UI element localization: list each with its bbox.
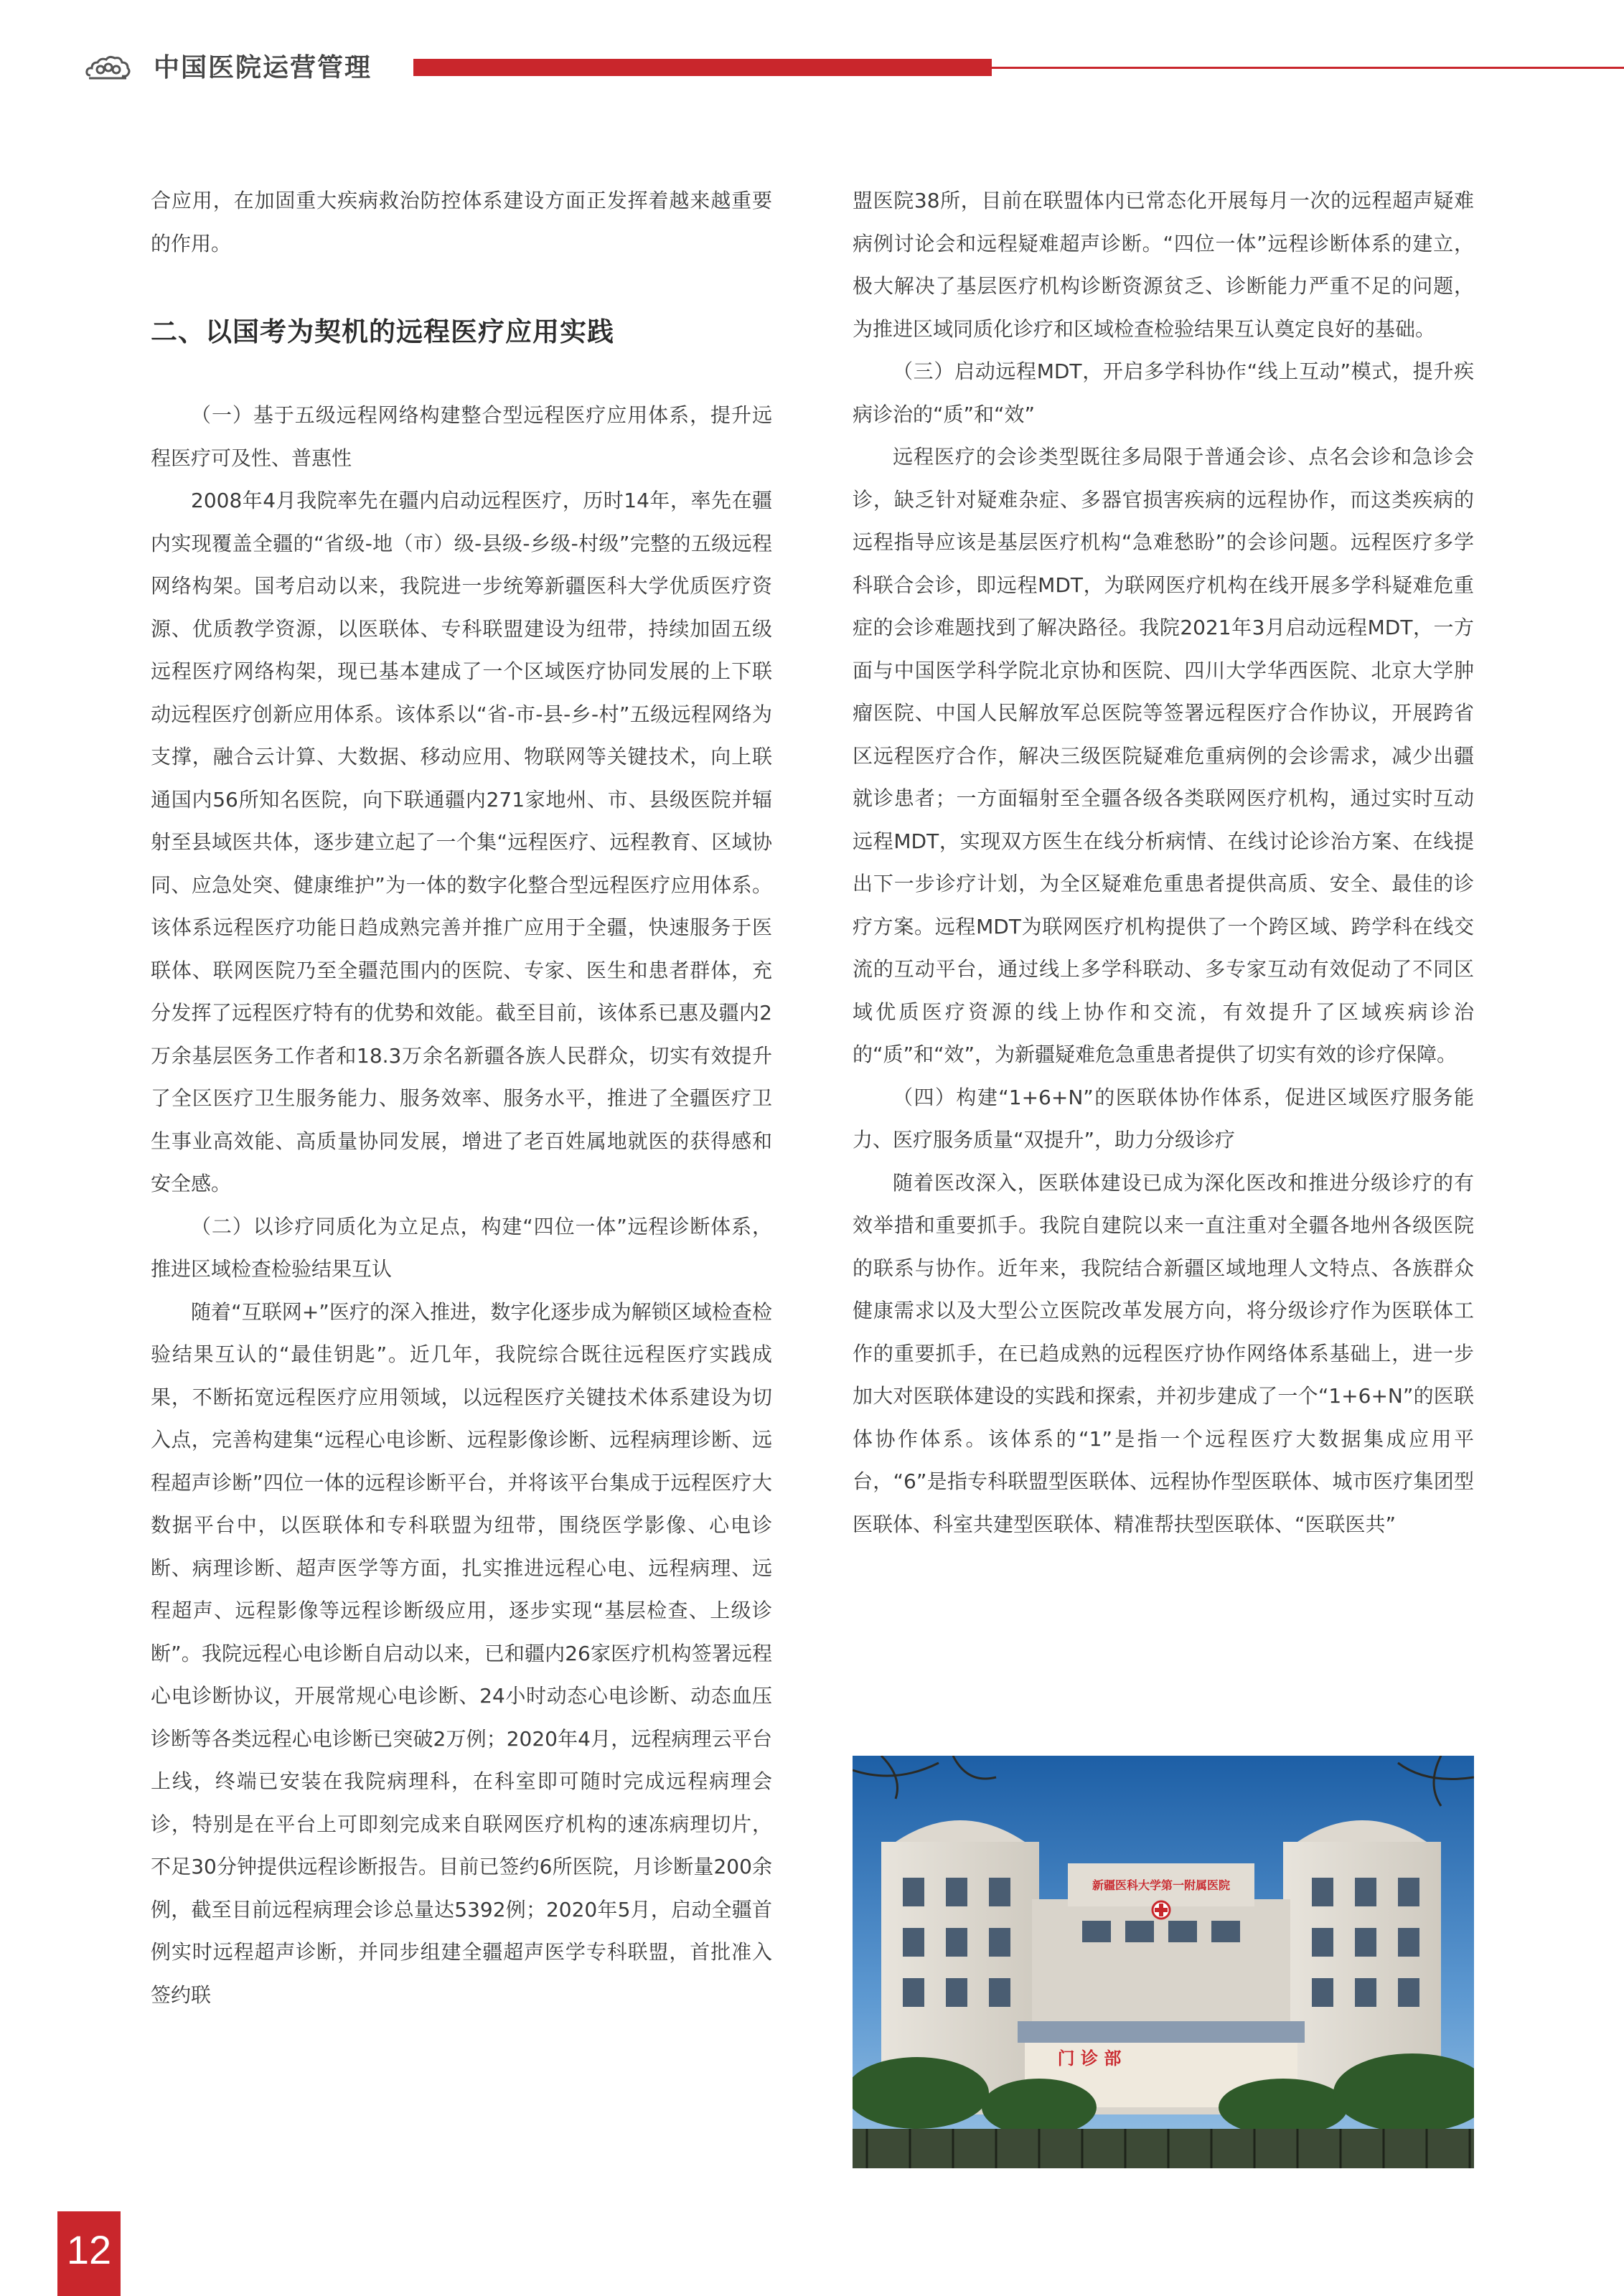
subsection-1-heading: （一）基于五级远程网络构建整合型远程医疗应用体系，提升远程医疗可及性、普惠性 xyxy=(151,403,772,470)
page-number: 12 xyxy=(66,2227,112,2272)
section-heading: 二、以国考为契机的远程医疗应用实践 xyxy=(151,316,614,347)
entrance-sign-text: 门 诊 部 xyxy=(1057,2048,1122,2069)
subsection-3-body: 远程医疗的会诊类型既往多局限于普通会诊、点名会诊和急诊会诊，缺乏针对疑难杂症、多器官损害疾病的远程协作，而这类疾病的远程指导应该是基层医疗机构“急难愁盼”的会诊问题。远程医疗多学科联合会诊，即远程MDT，为联网医疗机构在线开展多学科疑难危重症的会诊难题找到了解决路径。我院2021年3月启动远程MDT，一方面与中国医学科学院北京协和医院、四川大学华西医院、北京大学肿瘤医院、中国人民解放军总医院等签署远程医疗合作协议，开展跨省区远程医疗合作，解决三级医院疑难危重病例的会诊需求，减少出疆就诊患者；一方面辐射至全疆各级各类联网医疗机构，通过实时互动远程MDT，实现双方医生在线分析病情、在线讨论诊治方案、在线提出下一步诊疗计划，为全区疑难危重患者提供高质、安全、最佳的诊疗方案。远程MDT为联网医疗机构提供了一个跨区域、跨学科在线交流的互动平台，通过线上多学科联动、多专家互动有效促动了不同区域优质医疗资源的线上协作和交流，有效提升了区域疾病诊治的“质”和“效”，为新疆疑难危急重患者提供了切实有效的诊疗保障。 xyxy=(853,445,1474,1066)
subsection-2-body: 随着“互联网+”医疗的深入推进，数字化逐步成为解锁区域检查检验结果互认的“最佳钥匙”。近几年，我院综合既往远程医疗实践成果，不断拓宽远程医疗应用领域，以远程医疗关键技术体系建设为切入点，完善构建集“远程心电诊断、远程影像诊断、远程病理诊断、远程超声诊断”四位一体的远程诊断平台，并将该平台集成于远程医疗大数据平台中，以医联体和专科联盟为纽带，围绕医学影像、心电诊断、病理诊断、超声医学等方面，扎实推进远程心电、远程病理、远程超声、远程影像等远程诊断级应用，逐步实现“基层检查、上级诊断”。我院远程心电诊断自启动以来，已和疆内26家医疗机构签署远程心电诊断协议，开展常规心电诊断、24小时动态心电诊断、动态血压诊断等各类远程心电诊断已突破2万例；2020年4月，远程病理云平台上线，终端已安装在我院病理科，在科室即可随时完成远程病理会诊，特别是在平台上可即刻完成来自联网医疗机构的速冻病理切片，不足30分钟提供远程诊断报告。目前已签约6所医院，月诊断量200余例，截至目前远程病理会诊总量达5392例；2020年5月，启动全疆首例实时远程超声诊断，并同步组建全疆超声医学专科联盟，首批准入签约联 xyxy=(151,1299,772,2007)
hospital-building-photo xyxy=(853,1756,1474,2168)
paragraph-continued: 合应用，在加固重大疾病救治防控体系建设方面正发挥着越来越重要的作用。 xyxy=(151,189,772,255)
subsection-3-heading: （三）启动远程MDT，开启多学科协作“线上互动”模式，提升疾病诊治的“质”和“效” xyxy=(853,359,1474,426)
journal-title: 中国医院运营管理 xyxy=(154,53,372,83)
building-banner-text: 新疆医科大学第一附属医院 xyxy=(1092,1878,1231,1892)
header-red-bar xyxy=(413,59,992,76)
header-red-line xyxy=(992,67,1624,69)
subsection-1-body: 2008年4月我院率先在疆内启动远程医疗，历时14年，率先在疆内实现覆盖全疆的“省级-地（市）级-县级-乡级-村级”完整的五级远程网络构架。国考启动以来，我院进一步统筹新疆医科大学优质医疗资源、优质教学资源，以医联体、专科联盟建设为纽带，持续加固五级远程医疗网络构架，现已基本建成了一个区域医疗协同发展的上下联动远程医疗创新应用体系。该体系以“省-市-县-乡-村”五级远程网络为支撑，融合云计算、大数据、移动应用、物联网等关键技术，向上联通国内56所知名医院，向下联通疆内271家地州、市、县级医院并辐射至县域医共体，逐步建立起了一个集“远程医疗、远程教育、区域协同、应急处突、健康维护”为一体的数字化整合型远程医疗应用体系。该体系远程医疗功能日趋成熟完善并推广应用于全疆，快速服务于医联体、联网医院乃至全疆范围内的医院、专家、医生和患者群体，充分发挥了远程医疗特有的优势和效能。截至目前，该体系已惠及疆内2万余基层医务工作者和18.3万余名新疆各族人民群众，切实有效提升了全区医疗卫生服务能力、服务效率、服务水平，推进了全疆医疗卫生事业高效能、高质量协同发展，增进了老百姓属地就医的获得感和安全感。 xyxy=(151,489,772,1195)
red-cross-icon xyxy=(1153,1901,1170,1919)
subsection-4-body: 随着医改深入，医联体建设已成为深化医改和推进分级诊疗的有效举措和重要抓手。我院自建院以来一直注重对全疆各地州各级医院的联系与协作。近年来，我院结合新疆区域地理人文特点、各族群众健康需求以及大型公立医院改革发展方向，将分级诊疗作为医联体工作的重要抓手，在已趋成熟的远程医疗协作网络体系基础上，进一步加大对医联体建设的实践和探索，并初步建成了一个“1+6+N”的医联体协作体系。该体系的“1”是指一个远程医疗大数据集成应用平台，“6”是指专科联盟型医联体、远程协作型医联体、城市医疗集团型医联体、科室共建型医联体、精准帮扶型医联体、“医联医共” xyxy=(853,1170,1474,1536)
journal-logo-icon xyxy=(85,54,132,83)
subsection-2-heading: （二）以诊疗同质化为立足点，构建“四位一体”远程诊断体系，推进区域检查检验结果互认 xyxy=(151,1214,772,1281)
subsection-4-heading: （四）构建“1+6+N”的医联体协作体系，促进区域医疗服务能力、医疗服务质量“双提升”，助力分级诊疗 xyxy=(853,1085,1474,1152)
left-column xyxy=(151,179,772,2016)
paragraph-continued-right: 盟医院38所，目前在联盟体内已常态化开展每月一次的远程超声疑难病例讨论会和远程疑难超声诊断。“四位一体”远程诊断体系的建立，极大解决了基层医疗机构诊断资源贫乏、诊断能力严重不足的问题，为推进区域同质化诊疗和区域检查检验结果互认奠定良好的基础。 xyxy=(853,189,1474,341)
right-column xyxy=(853,179,1474,1545)
